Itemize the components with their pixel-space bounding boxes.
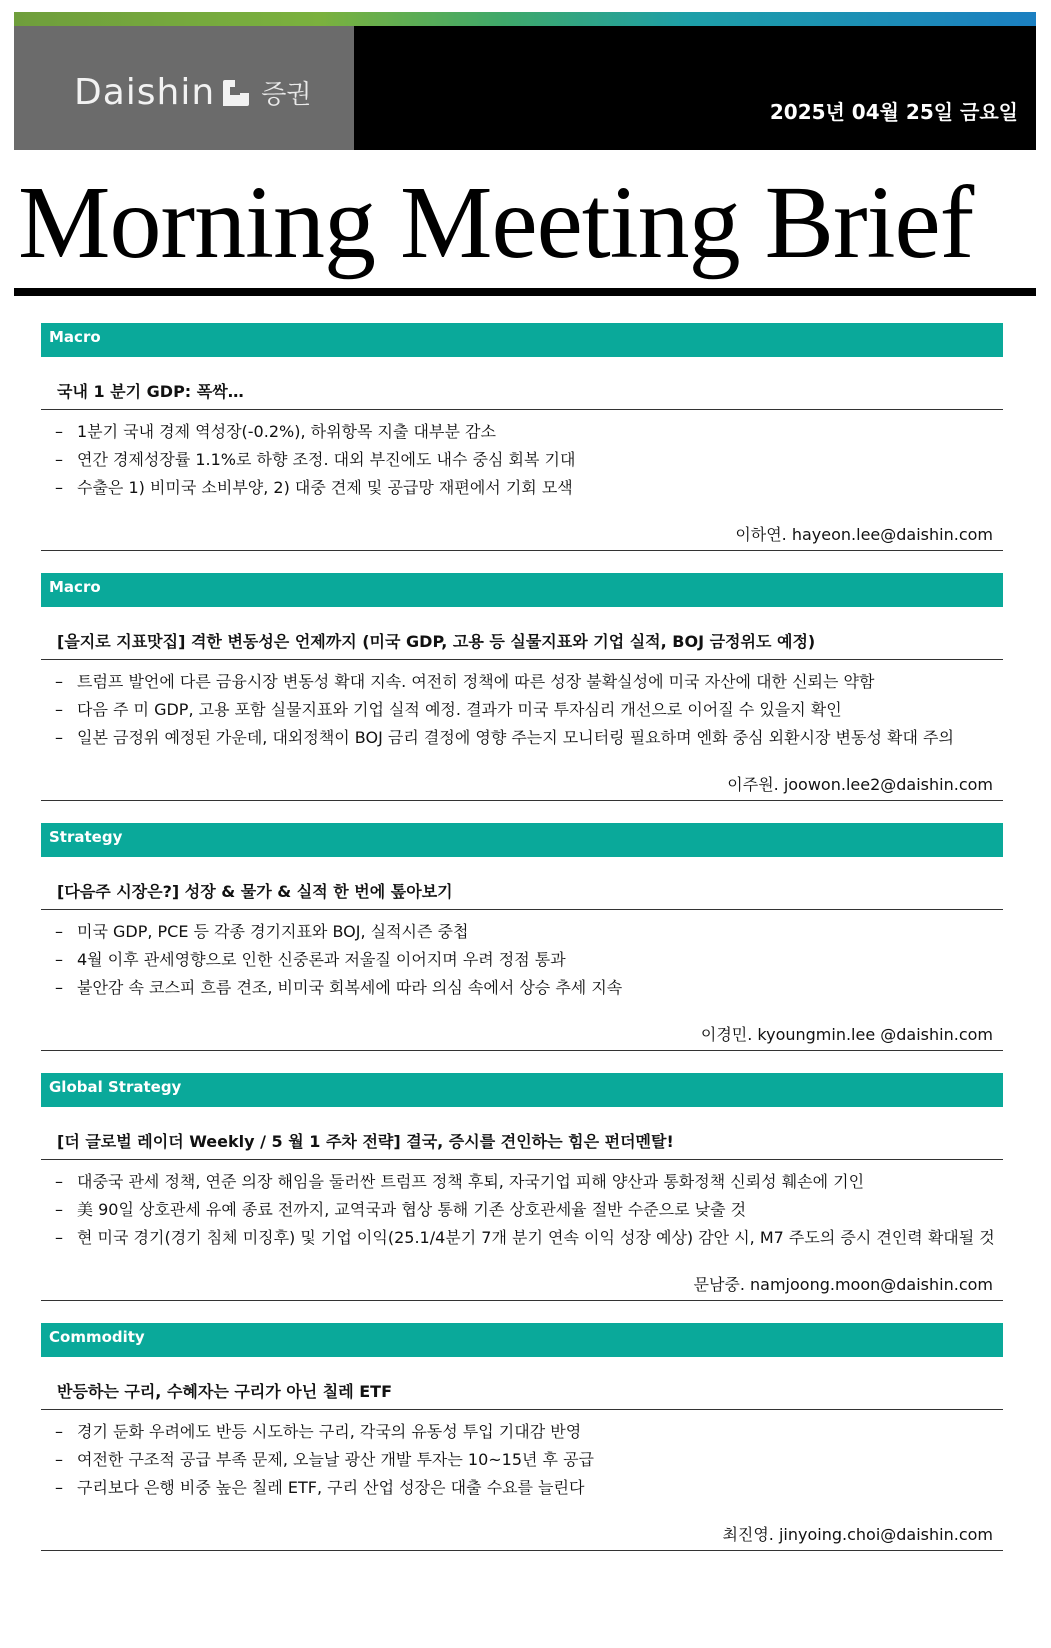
section-macro-2 [41,573,1003,801]
list-item: – 연간 경제성장률 1.1%로 하향 조정. 대외 부진에도 내수 중심 회복 기대 [55,450,576,469]
author-contact[interactable]: 이주원. joowon.lee2@daishin.com [41,770,1003,801]
section-category: Macro [41,323,1003,357]
top-gradient-bar [14,12,1036,26]
list-item: – 대중국 관세 정책, 연준 의장 해임을 둘러싼 트럼프 정책 후퇴, 자국기업 피해 양산과 통화정책 신뢰성 훼손에 기인 [55,1172,865,1191]
section-category: Global Strategy [41,1073,1003,1107]
section-headline[interactable]: 반등하는 구리, 수혜자는 구리가 아닌 칠레 ETF [41,1379,1003,1410]
bullet-list [41,1418,1003,1502]
section-strategy [41,823,1003,1051]
section-category: Strategy [41,823,1003,857]
section-category: Macro [41,573,1003,607]
bullet-list [41,418,1003,502]
section-headline[interactable]: [다음주 시장은?] 성장 & 물가 & 실적 한 번에 톺아보기 [41,879,1003,910]
title-divider [14,288,1036,296]
author-contact[interactable]: 최진영. jinyoing.choi@daishin.com [41,1520,1003,1551]
brand-name: Daishin [74,72,216,113]
header-date-panel [354,26,1036,150]
list-item: – 1분기 국내 경제 역성장(-0.2%), 하위항목 지출 대부분 감소 [55,422,496,441]
list-item: – 미국 GDP, PCE 등 각종 경기지표와 BOJ, 실적시즌 중첩 [55,922,469,941]
list-item: – 구리보다 은행 비중 높은 칠레 ETF, 구리 산업 성장은 대출 수요를 늘린다 [55,1478,585,1497]
section-headline[interactable]: [을지로 지표맛집] 격한 변동성은 언제까지 (미국 GDP, 고용 등 실물지표와 기업 실적, BOJ 금정위도 예정) [41,629,1003,660]
list-item: – 4월 이후 관세영향으로 인한 신중론과 저울질 이어지며 우려 정점 통과 [55,950,566,969]
list-item: – 美 90일 상호관세 유예 종료 전까지, 교역국과 협상 통해 기존 상호관세율 절반 수준으로 낮출 것 [55,1200,747,1219]
list-item: – 경기 둔화 우려에도 반등 시도하는 구리, 각국의 유동성 투입 기대감 반영 [55,1422,582,1441]
list-item: – 여전한 구조적 공급 부족 문제, 오늘날 광산 개발 투자는 10~15년 후 공급 [55,1450,595,1469]
bullet-list [41,668,1003,752]
section-macro-1 [41,323,1003,551]
bullet-list [41,918,1003,1002]
brand-logo [74,72,311,113]
list-item: – 수출은 1) 비미국 소비부양, 2) 대중 견제 및 공급망 재편에서 기회 모색 [55,478,573,497]
page-title: Morning Meeting Brief [18,165,974,280]
report-date: 2025년 04월 25일 금요일 [769,100,1018,124]
section-category: Commodity [41,1323,1003,1357]
author-contact[interactable]: 이경민. kyoungmin.lee @daishin.com [41,1020,1003,1051]
bullet-list [41,1168,1003,1252]
section-headline[interactable]: [더 글로벌 레이더 Weekly / 5 월 1 주차 전략] 결국, 증시를 견인하는 힘은 펀더멘탈! [41,1129,1003,1160]
author-contact[interactable]: 문남중. namjoong.moon@daishin.com [41,1270,1003,1301]
list-item: – 일본 금정위 예정된 가운데, 대외정책이 BOJ 금리 결정에 영향 주는지 모니터링 필요하며 엔화 중심 외환시장 변동성 확대 주의 [55,728,954,747]
list-item: – 현 미국 경기(경기 침체 미징후) 및 기업 이익(25.1/4분기 7개 분기 연속 이익 성장 예상) 감안 시, M7 주도의 증시 견인력 확대될 것 [55,1228,995,1247]
section-commodity [41,1323,1003,1551]
brand-korean: 증권 [261,80,312,110]
author-contact[interactable]: 이하연. hayeon.lee@daishin.com [41,520,1003,551]
header-logo-panel [14,26,354,150]
brand-mark-icon [221,78,251,108]
list-item: – 트럼프 발언에 다른 금융시장 변동성 확대 지속. 여전히 정책에 따른 성장 불확실성에 미국 자산에 대한 신뢰는 약함 [55,672,875,691]
header [14,26,1036,150]
section-headline[interactable]: 국내 1 분기 GDP: 폭싹… [41,379,1003,410]
list-item: – 다음 주 미 GDP, 고용 포함 실물지표와 기업 실적 예정. 결과가 미국 투자심리 개선으로 이어질 수 있을지 확인 [55,700,842,719]
section-global-strategy [41,1073,1003,1301]
list-item: – 불안감 속 코스피 흐름 견조, 비미국 회복세에 따라 의심 속에서 상승 추세 지속 [55,978,623,997]
